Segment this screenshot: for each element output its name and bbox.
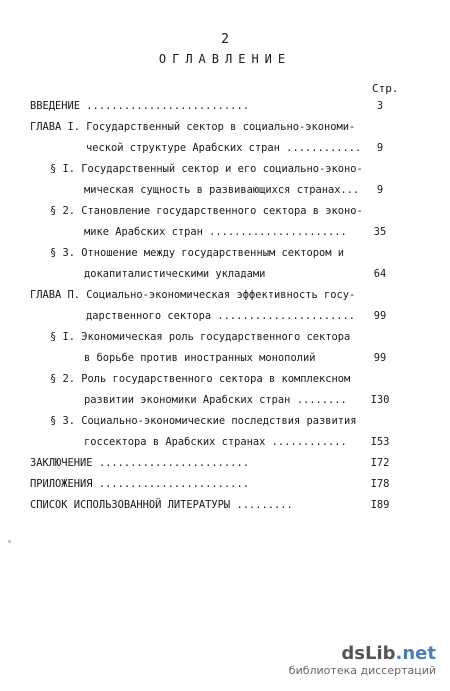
toc-entry-text: § 3. Отношение между государственным сектором и — [50, 247, 345, 259]
toc-entry-text: § 2. Роль государственного сектора в комплексном — [50, 373, 351, 385]
toc-entry-page: I72 — [370, 457, 390, 469]
toc-entry — [30, 117, 395, 138]
toc-entry-text: ПРИЛОЖЕНИЯ ........................ — [30, 478, 249, 490]
toc-entry-text: мическая сущность в развивающихся странах... — [84, 184, 360, 196]
toc-entry-text: ВВЕДЕНИЕ .......................... — [30, 100, 249, 112]
toc-entry-text: мике Арабских стран ...................... — [84, 226, 347, 238]
toc-entry — [30, 138, 395, 159]
toc-entry — [30, 390, 395, 411]
toc-entry-page: 99 — [373, 352, 387, 364]
page-number: 2 — [221, 32, 229, 47]
watermark-subtitle: библиотека диссертаций — [288, 664, 436, 677]
page-title: ОГЛАВЛЕНИЕ — [158, 52, 292, 66]
toc-entry — [30, 327, 395, 348]
toc-entry — [30, 369, 395, 390]
toc-entry-page: 99 — [373, 310, 387, 322]
toc-entry — [30, 264, 395, 285]
toc-entry-text: § I. Государственный сектор и его социально-эконо- — [50, 163, 363, 175]
toc-entry — [30, 96, 395, 117]
toc-entry-text: § 2. Становление государственного сектора в эконо- — [50, 205, 363, 217]
toc-entry-text: госсектора в Арабских странах ............ — [84, 436, 347, 448]
toc-entry-page: I53 — [370, 436, 390, 448]
toc-entry-text: § 3. Социально-экономические последствия развития — [50, 415, 357, 427]
toc-entry-page: I89 — [370, 499, 390, 511]
toc-entry — [30, 159, 395, 180]
toc-entry-page: 64 — [373, 268, 387, 280]
toc-entry — [30, 306, 395, 327]
scan-speck — [8, 540, 11, 543]
toc-entry-page: I78 — [370, 478, 390, 490]
toc-entry-text: СПИСОК ИСПОЛЬЗОВАННОЙ ЛИТЕРАТУРЫ ......... — [30, 499, 293, 511]
toc-entry-page: 3 — [376, 100, 384, 112]
toc-entry — [30, 222, 395, 243]
toc-entry — [30, 285, 395, 306]
toc-entry — [30, 474, 395, 495]
toc-entry-page: 9 — [376, 142, 384, 154]
toc-entry — [30, 201, 395, 222]
watermark — [289, 643, 436, 677]
toc-entry-text: ГЛАВА I. Государственный сектор в социально-экономи- — [30, 121, 356, 133]
toc-entry-page: 35 — [373, 226, 387, 238]
toc-entry — [30, 243, 395, 264]
toc-entry-text: ГЛАВА П. Социально-экономическая эффективность госу- — [30, 289, 356, 301]
toc-entry — [30, 453, 395, 474]
toc-entry-text: § I. Экономическая роль государственного сектора — [50, 331, 351, 343]
toc-entry — [30, 411, 395, 432]
toc-entry-text: ческой структуре Арабских стран ............ — [86, 142, 362, 154]
toc-entry-page: I30 — [370, 394, 390, 406]
toc-entry-text: развитии экономики Арабских стран ........ — [84, 394, 347, 406]
toc-entry — [30, 432, 395, 453]
page-column-header: Стр. — [372, 82, 399, 95]
toc-entry — [30, 495, 395, 516]
toc-entry — [30, 348, 395, 369]
toc-entry-text: дарственного сектора ...................... — [86, 310, 355, 322]
toc-entry-text: докапиталистическими укладами — [84, 268, 266, 280]
watermark-logo: dsLib.net — [341, 643, 436, 664]
toc-entry — [30, 180, 395, 201]
table-of-contents — [30, 96, 395, 516]
toc-entry-text: в борьбе против иностранных монополий — [84, 352, 316, 364]
toc-entry-page: 9 — [376, 184, 384, 196]
toc-entry-text: ЗАКЛЮЧЕНИЕ ........................ — [30, 457, 249, 469]
